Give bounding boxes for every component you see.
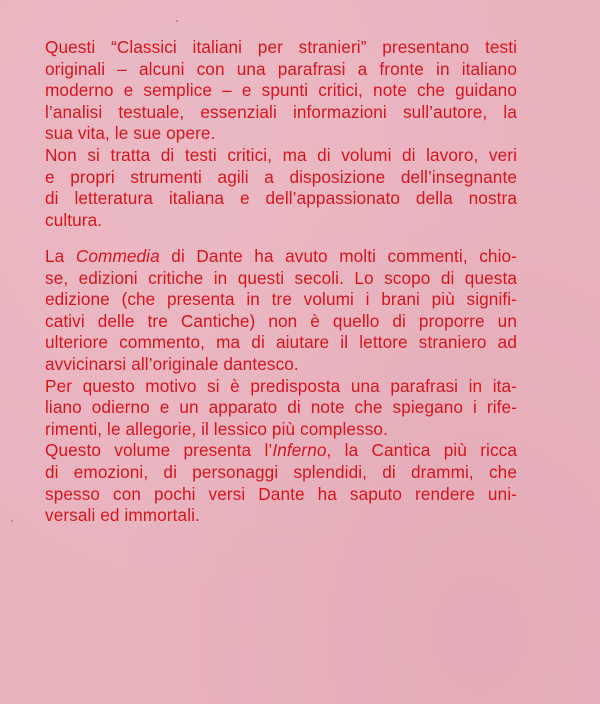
italic-title-text: Commedia (75, 246, 160, 266)
text-segment: spesso con pochi versi Dante ha saputo rendere uni- (45, 483, 517, 504)
text-line (45, 419, 517, 441)
text-segment: , la Cantica più ricca (326, 440, 517, 461)
text-line (45, 289, 517, 311)
text-line (45, 246, 517, 268)
text-line (45, 376, 517, 398)
text-segment: se, edizioni critiche in questi secoli. Lo scopo di questa (45, 267, 517, 288)
text-segment: La (45, 246, 76, 266)
text-line (45, 505, 517, 527)
text-line (45, 397, 517, 419)
text-line (45, 123, 517, 145)
text-line (45, 167, 517, 189)
text-segment: di emozioni, di personaggi splendidi, di drammi, che (45, 461, 517, 482)
paper-speck (176, 20, 178, 22)
text-segment: liano odierno e un apparato di note che spiegano i rife- (45, 397, 517, 418)
series-description-paragraph (45, 37, 517, 231)
text-line (45, 102, 517, 124)
text-segment: sua vita, le sue opere. (45, 123, 216, 144)
text-segment: avvicinarsi all’originale dantesco. (45, 353, 299, 374)
text-line (45, 462, 517, 484)
text-segment: e propri strumenti agili a disposizione dell’insegnante (45, 166, 517, 187)
text-line (45, 188, 517, 210)
text-segment: Questo volume presenta l’ (45, 440, 273, 461)
text-line (45, 311, 517, 333)
text-segment: ulteriore commento, ma di aiutare il lettore straniero ad (45, 332, 517, 353)
text-segment: di letteratura italiana e dell’appassionato della nostra (45, 188, 517, 209)
text-segment: edizione (che presenta in tre volumi i brani più signifi- (45, 289, 517, 310)
text-segment: Non si tratta di testi critici, ma di volumi di lavoro, veri (45, 144, 517, 165)
text-segment: rimenti, le allegorie, il lessico più complesso. (45, 418, 388, 439)
text-line (45, 210, 517, 232)
text-segment: l’analisi testuale, essenziali informazioni sull’autore, la (45, 101, 517, 122)
text-line (45, 145, 517, 167)
italic-title-text: Inferno (272, 440, 327, 461)
text-line (45, 268, 517, 290)
text-segment: moderno e semplice – e spunti critici, note che guidano (45, 80, 517, 101)
text-segment: Per questo motivo si è predisposta una parafrasi in ita- (45, 375, 517, 396)
text-line (45, 440, 517, 462)
paper-speck (11, 520, 13, 522)
edition-description-paragraph (45, 246, 517, 527)
text-line (45, 59, 517, 81)
text-line (45, 80, 517, 102)
text-segment: Questi “Classici italiani per stranieri” presentano testi (45, 37, 517, 57)
text-line (45, 332, 517, 354)
text-line (45, 37, 517, 59)
text-segment: originali – alcuni con una parafrasi a fronte in italiano (45, 58, 517, 79)
text-segment: versali ed immortali. (45, 505, 200, 526)
text-line (45, 484, 517, 506)
text-segment: cultura. (45, 209, 103, 230)
text-segment: di Dante ha avuto molti commenti, chio- (159, 246, 517, 266)
text-line (45, 354, 517, 376)
text-segment: cativi delle tre Cantiche) non è quello di proporre un (45, 310, 517, 331)
